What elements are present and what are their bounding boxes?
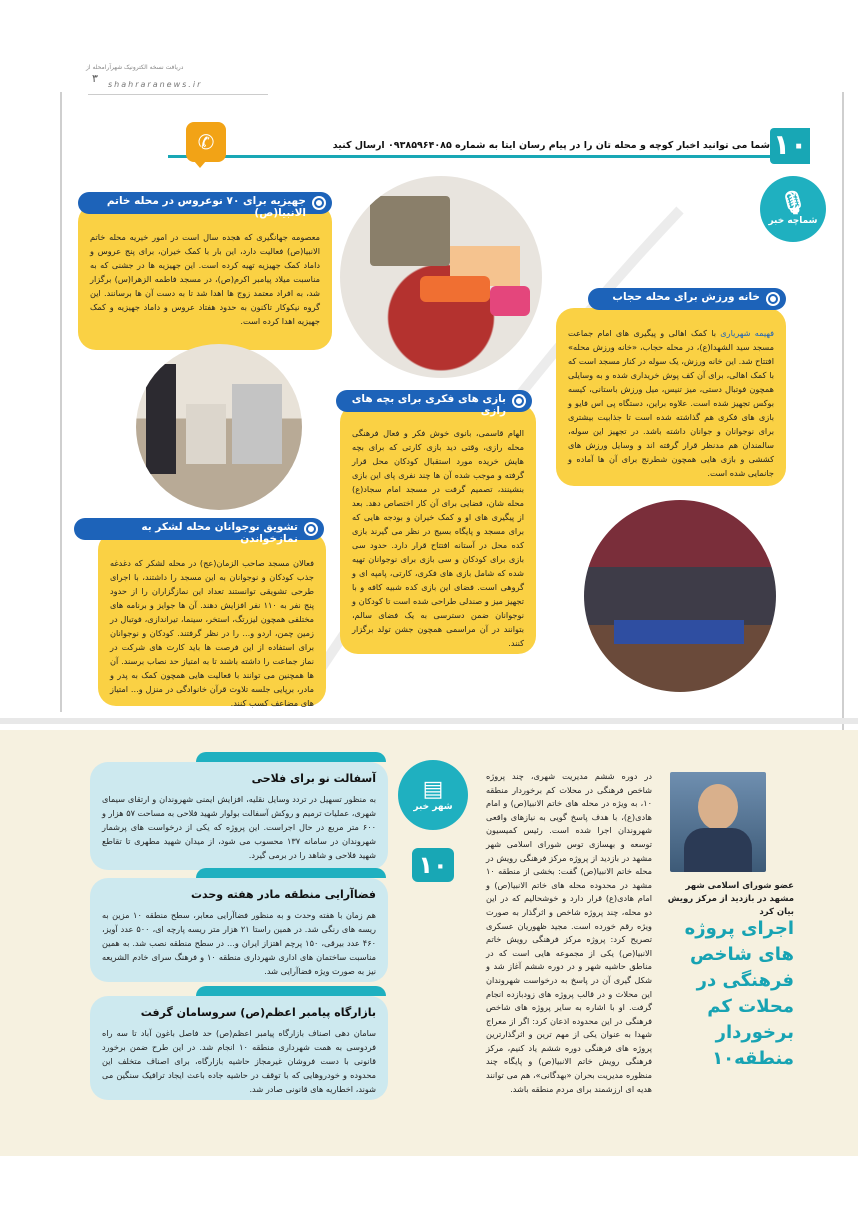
article-body: فعالان مسجد صاحب الزمان(عج) در محله لشکر که دغدغه جذب کودکان و نوجوانان به این مسجد را داشتند، با اجرای طرحی تشویقی توانستند تعداد این نمازگزاران را از حدود پنج نفر به ۱۱۰ نفر افزایش دهند. آن ها جوایز و برنامه های مختلفی همچون لیزرتگ، استخر، سینما، تیراندازی، فوتبال در زمین چمن، اردو و... را در نظر گرفتند. کودکان و نوجوانان برای استفاده از این فرصت ها باید کارت های شرکت در نماز جماعت را داشته باشند تا به امتیاز حد نصاب برسند. آن ها همچنین می توانند با فعالیت هایی همچون کمک به پدر و مادر، برپایی جلسه تلاوت قرآن خانوادگی در منزل و... امتیاز های مضاعف کسب کنند. [110,558,315,708]
feature-lead: عضو شورای اسلامی شهر مشهد در بازدید از مرکز رویش بیان کرد [667,881,794,917]
news-card-tab [196,986,386,996]
news-card-asphalt [90,762,388,870]
article-author: فهیمه شهریاری [720,328,775,338]
news-card-fazaarayi [90,878,388,982]
news-card-tab [196,752,386,762]
frame-right-line [842,92,844,732]
section-badge-label: شهر خبر [413,802,453,812]
news-card-bazargah [90,996,388,1100]
header-divider [88,94,268,95]
news-title: فضاآرایی منطقه مادر هفته وحدت [190,888,376,901]
title-bullet-icon [306,524,316,534]
microphone-icon: 🎙 [779,191,807,216]
banner-number: ۱۰ [773,128,808,161]
article-card-khane-varzesh [556,308,786,486]
article-title-bar [74,518,324,545]
article-card-lashkar [98,532,326,706]
news-body: سامان دهی اصناف بازارگاه پیامبر اعظم(ص) حد فاصل باغون آباد تا سه راه فردوسی به همت شهرداری منطقه ۱۰ انجام شد. در این طرح ضمن برخورد قانونی با دست فروشان غیرمجاز حاشیه بازارگاه، برای اصناف متخلف این محدوده و خودروهایی که با توقف در حاشیه جاده باعث ایجاد ترافیک سنگین می شوند، اخطاریه های قانونی صادر شد. [102,1028,376,1094]
sms-banner-text: شما می توانید اخبار کوچه و محله تان را در پیام رسان ایتا به شماره ۰۹۳۸۵۹۶۴۰۸۵ ارسال کنید [332,140,770,151]
title-bullet-icon [768,294,778,304]
article-title: خانه ورزش برای محله حجاب [612,291,760,303]
article-card-bazi-fekri [340,404,536,654]
article-title-bar [588,288,786,310]
photo-kids-playroom [340,176,542,378]
section-badge-shahr-khabar [398,760,468,830]
portrait-photo [670,772,766,872]
title-bullet-icon [514,396,524,406]
feature-headline: اجرای پروژه های شاخص فرهنگی در محلات کم برخوردار منطقه۱۰ [684,918,794,1069]
messenger-icon: ✆ [186,122,226,162]
news-body: به منظور تسهیل در تردد وسایل نقلیه، افزایش ایمنی شهروندان و ارتقای سیمای شهری، عملیات ترمیم و روکش آسفالت بولوار شهید فلاحی به مساحت ۵۷ هزار و ۶۰۰ متر مربع در حال اجراست. این پروژه که یکی از درخواست های پرشمار شهروندان در سامانه ۱۳۷ محسوب می شود، از میدان شهید مطهری تا تقاطع شهید فلاحی و شاهد را در برمی گیرد. [102,794,376,860]
news-body: هم زمان با هفته وحدت و به منظور فضاآرایی معابر، سطح منطقه ۱۰ مزین به ریسه های رنگی شد. در همین راستا ۲۱ هزار متر ریسه پارچه ای، ۵۰۰ عدد آویز، ۴۶۰ عدد بیرقی، ۱۵۰ پرچم اهتزاز ایران و... در سطح منطقه نصب شد. به همین مناسبت ساختمان های اداری شهرداری منطقه ۱۰ و فرهنگ سرای خادم الشریعه نیز به صورت ویژه فضاآرایی شد. [102,910,377,976]
section-badge-label: شماچه خبر [768,216,818,226]
frame-left-line [60,92,62,712]
document-icon: ▤ [422,777,444,802]
page-number: ۳ [92,72,98,85]
photo-kids-group [584,500,776,692]
article-title-bar [78,192,332,219]
article-title: جهیزیه برای ۷۰ نوعروس در محله خاتم الانبیا(ص) [106,195,306,219]
news-card-tab [196,868,386,878]
feature-body: در دوره ششم مدیریت شهری، چند پروژه شاخص فرهنگی در محلات کم برخوردار منطقه ۱۰، به ویژه در محله های خاتم الانبیا(ص) و امام هادی(ع)، با هدف پاسخ گویی به نیازهای واقعی شهروندان اجرا شده است. رئیس کمیسیون توسعه و بهسازی توس شورای اسلامی شهر مشهد در بازدید از پروژه مرکز فرهنگی رویش در محله خاتم الانبیا(ص) گفت: بخشی از منطقه ۱۰ مشهد در محدوده محله های خاتم الانبیا(ص) و امام هادی(ع) قرار دارد و خوشحالیم که در این دو محله، چند پروژه شاخص و اثرگذار به صورت ویژه رقم خورده است. مجید ظهوریان عسکری تصریح کرد: پروژه مرکز فرهنگی رویش خاتم الانبیا(ص) یکی از مجموعه هایی است که در مناطق حاشیه شهر و در دوره ششم آغاز شد و شکل گیری آن در پاسخ به درخواست شهروندان این محلات و در قالب پروژه های زودبازده انجام گرفت. او با اشاره به سایر پروژه های شاخص فرهنگی در این محدوده اذعان کرد: اگر از معراج شهدا به عنوان یکی از مهم ترین و اثرگذارترین پروژه های فرهنگی دوره ششم یاد کنیم، مرکز فرهنگی رویش خاتم الانبیا(ص) و پایگاه چند منظوره مدیریت بحران «بهدگانی»، هم می توانند هدیه ای ارزشمند برای مردم منطقه باشد. [486,771,652,1094]
section-divider [0,718,858,724]
masthead: دریافت نسخه الکترونیک شهرآرامحله از [86,64,184,71]
article-body: معصومه جهانگیری که هجده سال است در امور خیریه محله خاتم الانبیا(ص) فعالیت دارد، این بار با کمک خیران، برای پنج عروس و داماد کمک جهیزیه تهیه کرده است. این جهیزیه ها در جشنی که به مناسبت میلاد پیامبر اکرم(ص)، در مسجد فاطمه الزهرا(س) برگزار شد، به افراد معتمد زوج ها اهدا شد تا به دست آن ها برسانند. این گروه نیکوکار تاکنون به حدود هفتاد عروس و داماد جهیزیه و کمک جهیزیه اهدا کرده است. [90,232,320,326]
article-body: با کمک اهالی و پیگیری های امام جماعت مسجد سید الشهدا(ع)، در محله حجاب، «خانه ورزش محله» افتتاح شد. این خانه ورزش، یک سوله در کنار مسجد است که با کمک اهالی، برای آن کف پوش خریداری شده و به وسایلی همچون فوتبال دستی، میز تنیس، میل ورزش باستانی، کیسه بوکس تجهیز شده است. علاوه براین، دستگاه پی اس فایو و بازی های فکری هم گذاشته شده است تا جذابیت بیشتری برای نوجوانان و جوانان داشته باشد. در تجهیز این سوله، سالمندان هم مدنظر قرار گرفته اند و وسایل ورزش های کششی و بازی هایی همچون شطرنج برای آن ها آماده و جانمایی شده است. [568,328,774,478]
news-title: آسفالت نو برای فلاحی [251,772,376,785]
title-bullet-icon [314,198,324,208]
article-title: تشویق نوجوانان محله لشکر به نمازخواندن [141,521,298,545]
article-title-bar [336,390,532,417]
site-url[interactable]: shahraranews.ir [108,80,203,89]
feature-number-badge: ۱۰ [412,848,454,882]
article-card-jahiziye [78,204,332,350]
news-title: بازارگاه پیامبر اعظم(ص) سروسامان گرفت [140,1006,376,1019]
photo-jahiziye-items [136,344,302,510]
article-title: بازی های فکری برای بچه های رازی [351,393,506,417]
article-body: الهام قاسمی، بانوی خوش فکر و فعال فرهنگی محله رازی، وقتی دید بازی کارتی که برای بچه هایش خریده مورد استقبال کودکان محل قرار گرفته و موجب شده آن ها چند نفری پای این بازی بنشینند، تصمیم گرفت در مسجد امام سجاد(ع) محله شان، فضایی برای آن کار اختصاص دهد. بعد از پیگیری های او و کمک خیران و بودجه هایی که برای مسجد و پایگاه بسیج در نظر می گیرند بازی کده محل در آستانه افتتاح قرار دارد. حدود سی بازی برای کودکان و سی بازی برای نوجوانان تهیه شده که شامل بازی های فکری، کارتی، پامپه ای و گروهی است. فضای این بازی کده شبیه کافه و با تجهیز میز و صندلی طراحی شده است تا کودکان و نوجوانان ضمن دسترسی به یک فضای سالم، بتوانند در آن مراسمی همچون جشن تولد برگزار کنند. [352,428,524,648]
